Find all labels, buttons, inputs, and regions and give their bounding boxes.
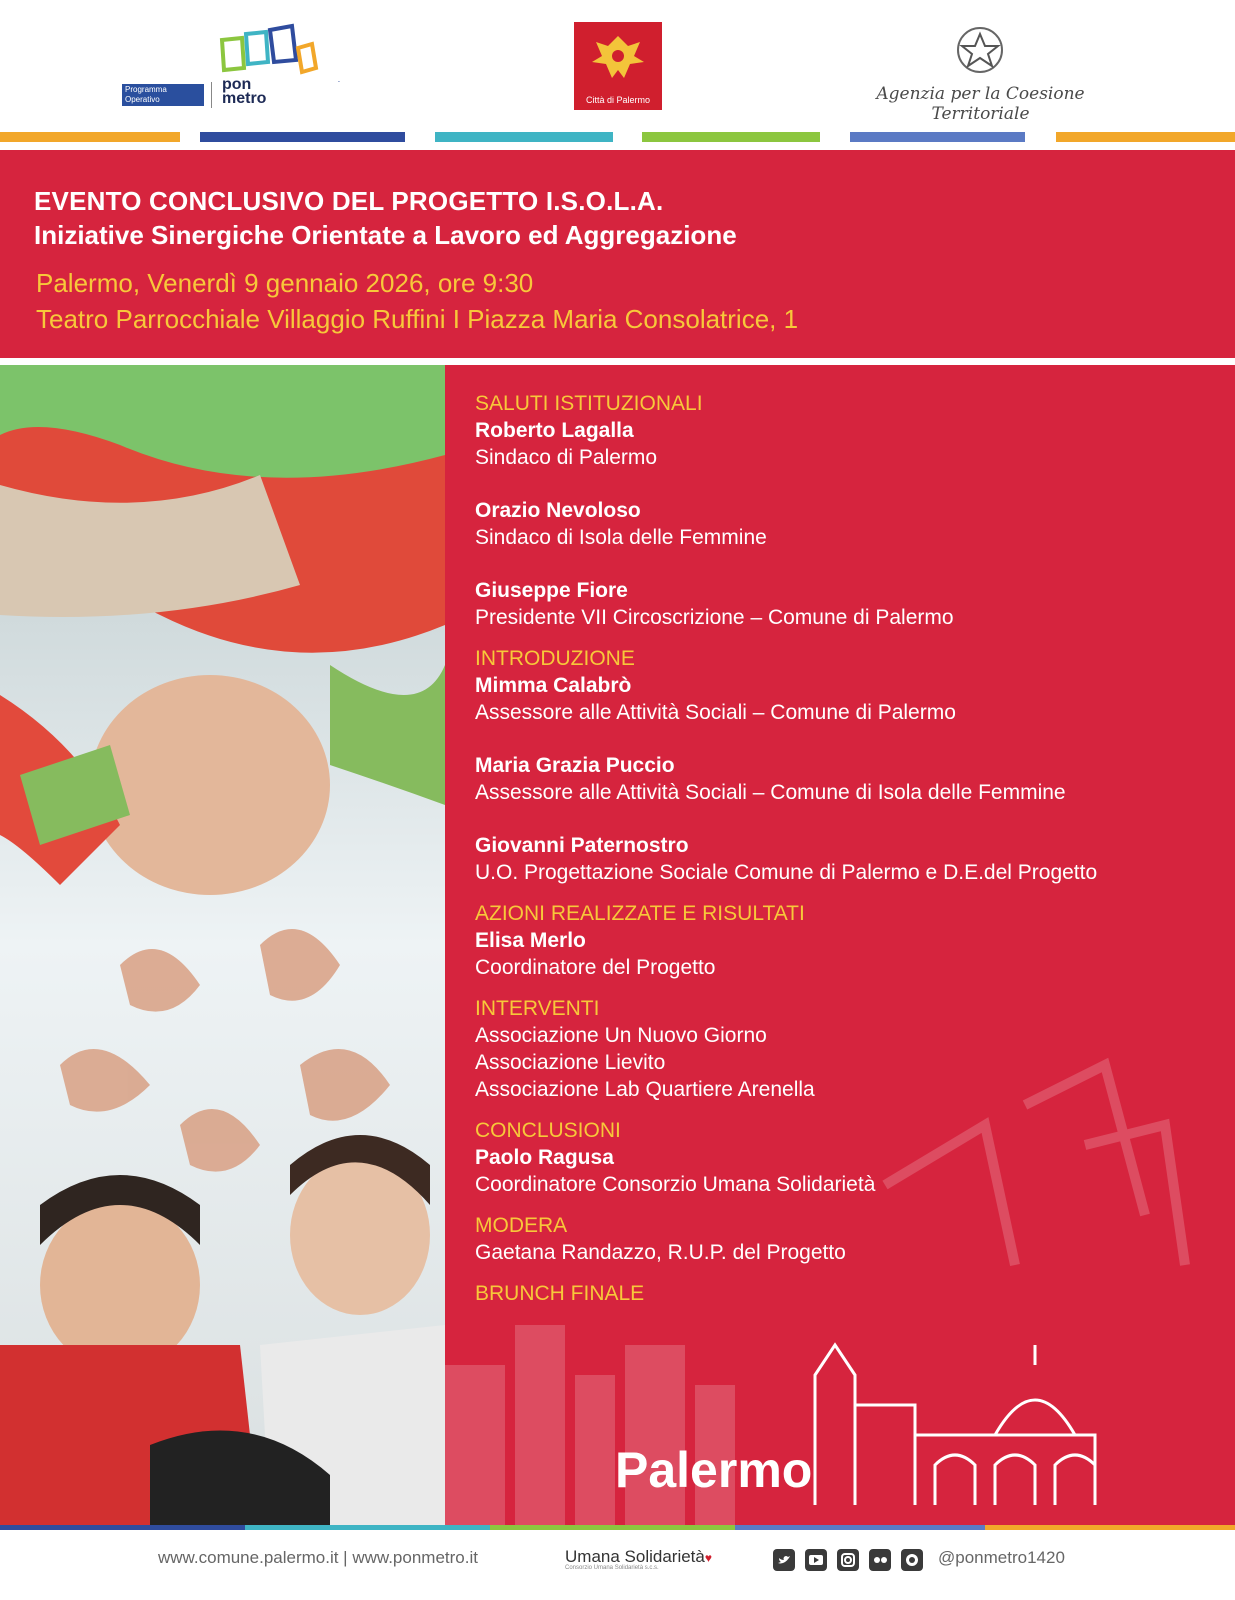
stripe-orange-2	[1056, 132, 1235, 142]
header-logos	[0, 0, 1235, 130]
speaker-name: Giuseppe Fiore	[475, 579, 628, 602]
speaker-name: Giovanni Paternostro	[475, 834, 689, 857]
city-logo-label: Città di Palermo	[585, 95, 651, 105]
speaker-role: Sindaco di Palermo	[475, 446, 658, 469]
stripe-orange	[0, 132, 180, 142]
speaker-role: Coordinatore del Progetto	[475, 956, 716, 979]
github-icon[interactable]	[901, 1549, 923, 1571]
intervention-item: Associazione Lievito	[475, 1051, 666, 1074]
social-handle[interactable]: @ponmetro1420	[938, 1548, 1065, 1567]
footer-websites[interactable]: www.comune.palermo.it | www.ponmetro.it	[158, 1548, 478, 1567]
speaker-name: Elisa Merlo	[475, 929, 586, 952]
section-title-modera: MODERA	[475, 1214, 568, 1237]
agenzia-coesione-logo	[838, 22, 1123, 124]
children-hands-photo	[0, 365, 445, 1525]
stripe-blue	[200, 132, 405, 142]
speaker-name: Roberto Lagalla	[475, 419, 634, 442]
section-title-brunch: BRUNCH FINALE	[475, 1282, 645, 1305]
pon-metro-logo	[118, 22, 348, 112]
intervention-item: Associazione Lab Quartiere Arenella	[475, 1078, 815, 1101]
event-subtitle: Iniziative Sinergiche Orientate a Lavoro ed Aggregazione	[34, 220, 737, 250]
speaker-name: Paolo Ragusa	[475, 1146, 614, 1169]
program-panel	[445, 365, 1235, 1525]
heart-icon: ♥	[704, 1551, 712, 1565]
intervention-item: Associazione Un Nuovo Giorno	[475, 1024, 767, 1047]
section-title-interventi: INTERVENTI	[475, 997, 600, 1020]
speaker-role: U.O. Progettazione Sociale Comune di Palermo e D.E.del Progetto	[475, 861, 1098, 884]
republic-emblem-icon	[838, 22, 1123, 82]
citta-di-palermo-logo	[574, 22, 662, 110]
logo-divider	[211, 82, 212, 108]
moderator: Gaetana Randazzo, R.U.P. del Progetto	[475, 1241, 846, 1264]
palermo-cathedral-icon	[795, 1305, 1125, 1505]
speaker-role: Presidente VII Circoscrizione – Comune di Palermo	[475, 606, 954, 629]
stripe-teal	[435, 132, 613, 142]
event-venue: Teatro Parrocchiale Villaggio Ruffini I Piazza Maria Consolatrice, 1	[36, 304, 799, 334]
speaker-name: Maria Grazia Puccio	[475, 754, 675, 777]
partner-subtitle: Consorzio Umana Solidarietà s.c.s.	[565, 1565, 659, 1571]
section-title-introduzione: INTRODUZIONE	[475, 647, 635, 670]
section-title-saluti: SALUTI ISTITUZIONALI	[475, 392, 703, 415]
pon-metro-graphic	[208, 22, 438, 82]
stripe-green	[642, 132, 820, 142]
event-title: EVENTO CONCLUSIVO DEL PROGETTO I.S.O.L.A.	[34, 186, 664, 216]
speaker-role: Assessore alle Attività Sociali – Comune di Isola delle Femmine	[475, 781, 1066, 804]
agency-label: Agenzia per la Coesione Territoriale	[876, 84, 1085, 124]
flickr-icon[interactable]	[869, 1549, 891, 1571]
city-name-wordmark: Palermo	[615, 1442, 813, 1498]
speaker-role: Sindaco di Isola delle Femmine	[475, 526, 767, 549]
event-date-time: Palermo, Venerdì 9 gennaio 2026, ore 9:30	[36, 268, 534, 298]
speaker-name: Orazio Nevoloso	[475, 499, 641, 522]
speaker-role: Coordinatore Consorzio Umana Solidarietà	[475, 1173, 876, 1196]
photo-illustration	[0, 365, 445, 1525]
pon-word: pon	[222, 76, 252, 93]
section-title-azioni: AZIONI REALIZZATE E RISULTATI	[475, 902, 805, 925]
poc-badge: Programma Operativo Complementare	[122, 84, 204, 106]
section-title-conclusioni: CONCLUSIONI	[475, 1119, 621, 1142]
speaker-role: Assessore alle Attività Sociali – Comune di Palermo	[475, 701, 956, 724]
program-list	[475, 390, 1215, 1307]
eagle-crest-icon	[574, 22, 662, 92]
partner-name: Umana Solidarietà	[565, 1547, 705, 1566]
speaker-name: Mimma Calabrò	[475, 674, 632, 697]
youtube-icon[interactable]	[805, 1549, 827, 1571]
instagram-icon[interactable]	[837, 1549, 859, 1571]
stripe-periwinkle	[850, 132, 1025, 142]
pon-metro-wordmark	[222, 78, 266, 106]
umana-solidarieta-logo	[565, 1547, 712, 1571]
twitter-icon[interactable]	[773, 1549, 795, 1571]
metro-word: metro	[222, 90, 267, 107]
